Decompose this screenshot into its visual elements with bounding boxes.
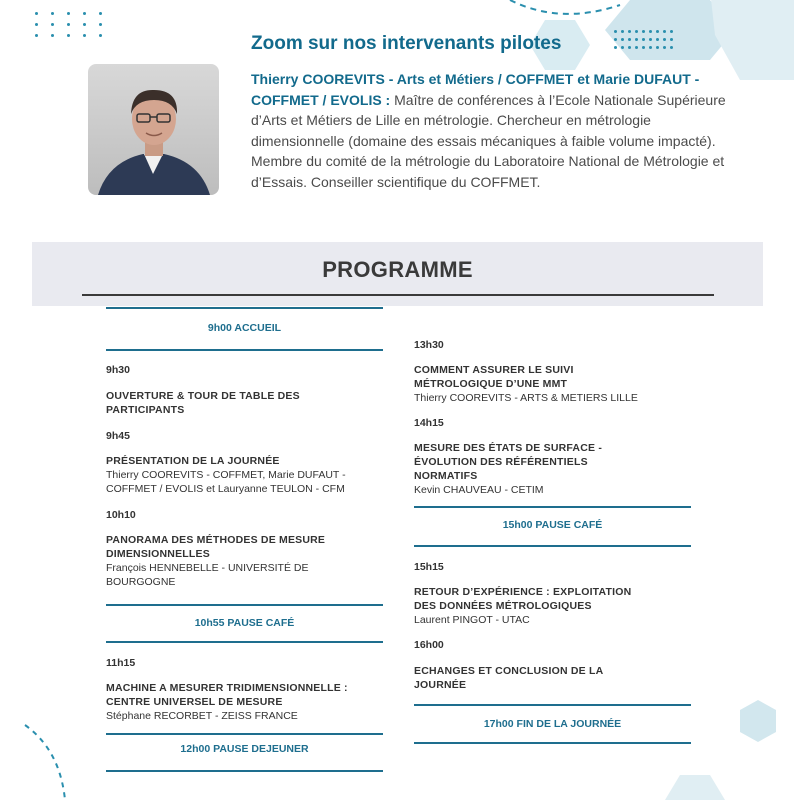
session-time: 11h15 <box>106 657 136 669</box>
session-title: PANORAMA DES MÉTHODES DE MESURE DIMENSIONNELLES <box>106 534 326 560</box>
divider <box>106 733 383 735</box>
programme-left-column <box>106 307 383 772</box>
session-title: ECHANGES ET CONCLUSION DE LA JOURNÉE <box>414 665 603 691</box>
session-time: 10h10 <box>106 509 136 521</box>
dot-pattern-top-left <box>35 12 102 37</box>
speaker-names: Thierry COOREVITS - Arts et Métiers / COFFMET et Marie DUFAUT - COFFMET / EVOLIS : <box>251 71 700 108</box>
session-speaker: Stéphane RECORBET - ZEISS FRANCE <box>106 710 298 722</box>
session-pause-dejeuner: 12h00 PAUSE DEJEUNER <box>180 743 309 755</box>
programme-right-column <box>414 339 691 744</box>
speaker-bio <box>251 69 731 192</box>
speakers-section-title: Zoom sur nos intervenants pilotes <box>251 33 562 54</box>
session-title: PRÉSENTATION DE LA JOURNÉE <box>106 455 280 467</box>
session-pause-cafe: 10h55 PAUSE CAFÉ <box>194 617 295 629</box>
decorative-arc-bottom-left <box>20 720 80 800</box>
divider <box>106 307 383 309</box>
session-fin: 17h00 FIN DE LA JOURNÉE <box>483 718 622 730</box>
programme-divider <box>82 294 714 296</box>
speaker-description: Maître de conférences à l’Ecole Nationale Supérieure d’Arts et Métiers de Lille en métrologie. Chercheur en métrologie dimensionnelle (domaine des essais mécaniques à faible volume impacté). Membre du comité de la métrologie du Laboratoire National de Métrologie et d’Essais. Conseiller scientifique du COFFMET. <box>251 91 726 190</box>
dot-pattern-top-right <box>614 30 673 49</box>
session-accueil: 9h00 ACCUEIL <box>207 322 282 334</box>
session-speaker: Kevin CHAUVEAU - CETIM <box>414 484 544 496</box>
programme-title: PROGRAMME <box>322 257 473 282</box>
divider <box>414 704 691 706</box>
divider <box>414 506 691 508</box>
divider <box>106 604 383 606</box>
divider <box>106 770 383 772</box>
speaker-photo <box>88 64 219 195</box>
session-title: OUVERTURE & TOUR DE TABLE DES PARTICIPANTS <box>106 390 300 416</box>
session-time: 9h30 <box>106 364 130 376</box>
session-time: 16h00 <box>414 639 444 651</box>
session-title: MACHINE A MESURER TRIDIMENSIONNELLE : CENTRE UNIVERSEL DE MESURE <box>106 682 348 708</box>
session-speaker: François HENNEBELLE - UNIVERSITÉ DE BOURGOGNE <box>106 562 309 588</box>
session-speaker: Thierry COOREVITS - ARTS & METIERS LILLE <box>414 392 638 404</box>
divider <box>414 545 691 547</box>
session-pause-cafe: 15h00 PAUSE CAFÉ <box>502 519 603 531</box>
divider <box>414 742 691 744</box>
session-title: MESURE DES ÉTATS DE SURFACE - ÉVOLUTION DES RÉFÉRENTIELS NORMATIFS <box>414 442 603 482</box>
session-time: 15h15 <box>414 561 444 573</box>
session-title: RETOUR D’EXPÉRIENCE : EXPLOITATION DES DONNÉES MÉTROLOGIQUES <box>414 586 632 612</box>
session-speaker: Thierry COOREVITS - COFFMET, Marie DUFAUT - COFFMET / EVOLIS et Lauryanne TEULON - CFM <box>106 469 346 495</box>
session-speaker: Laurent PINGOT - UTAC <box>414 614 530 626</box>
session-title: COMMENT ASSURER LE SUIVI MÉTROLOGIQUE D’UNE MMT <box>414 364 574 390</box>
session-time: 9h45 <box>106 430 130 442</box>
session-time: 13h30 <box>414 339 444 351</box>
divider <box>106 349 383 351</box>
programme-header <box>32 242 763 306</box>
divider <box>106 641 383 643</box>
session-time: 14h15 <box>414 417 444 429</box>
